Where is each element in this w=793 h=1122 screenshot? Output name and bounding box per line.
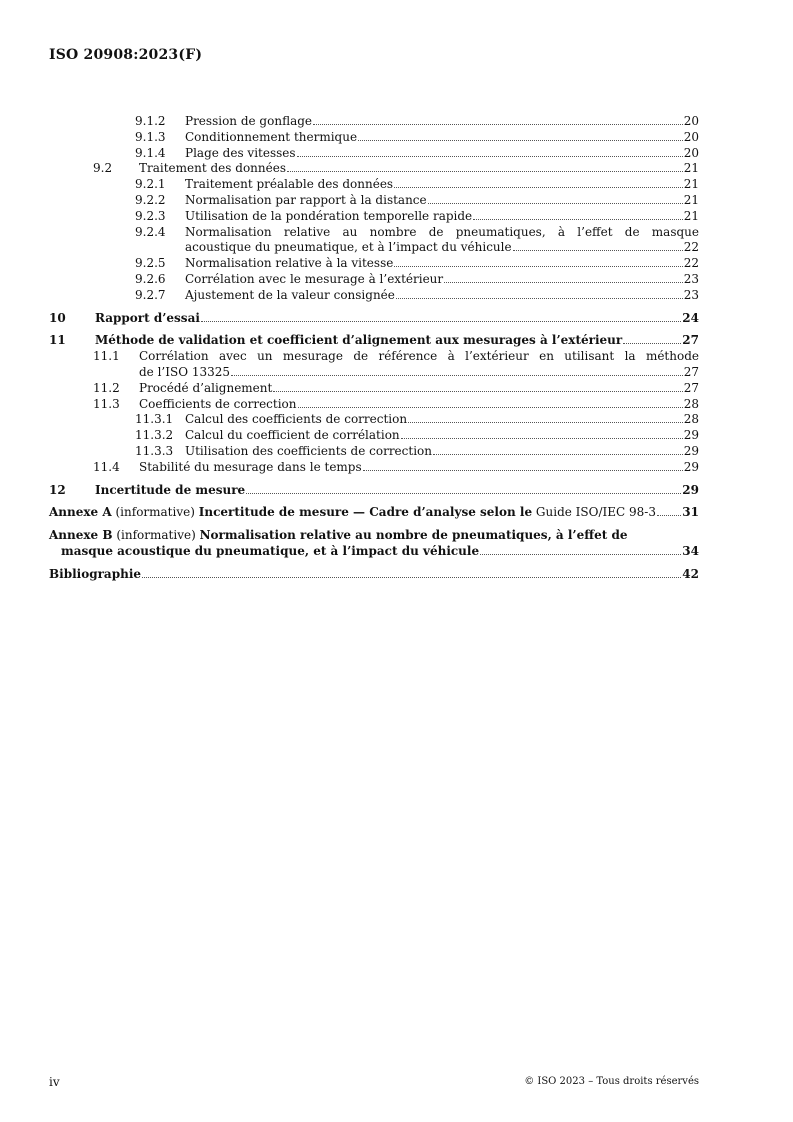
leader-dots — [433, 454, 683, 455]
toc-entry-bibliography[interactable]: Bibliographie 42 — [49, 566, 699, 581]
leader-dots — [396, 298, 683, 299]
toc-entry-9-1-4[interactable]: 9.1.4 Plage des vitesses 20 — [135, 145, 699, 160]
leader-dots — [201, 321, 681, 322]
toc-entry-9-1-3[interactable]: 9.1.3 Conditionnement thermique 20 — [135, 129, 699, 144]
toc-entry-11-1[interactable]: 11.1 Corrélation avec un mesurage de référence à l’extérieur en utilisant la méthode de l’ISO 13325 27 — [93, 349, 699, 379]
toc-entry-9-1-2[interactable]: 9.1.2 Pression de gonflage 20 — [135, 114, 699, 128]
leader-dots — [473, 219, 683, 220]
leader-dots — [657, 515, 681, 516]
leader-dots — [142, 577, 681, 578]
annex-a-suffix: Guide ISO/IEC 98-3 — [535, 505, 656, 520]
toc-entry-11-3-3[interactable]: 11.3.3 Utilisation des coefficients de correction 29 — [135, 443, 699, 458]
leader-dots — [287, 171, 683, 172]
leader-dots — [297, 156, 683, 157]
toc-entry-9-2-1[interactable]: 9.2.1 Traitement préalable des données 21 — [135, 177, 699, 192]
annex-a-label: Annexe A — [49, 505, 112, 520]
document-id: ISO 20908:2023(F) — [49, 47, 203, 63]
toc-entry-9-2[interactable]: 9.2 Traitement des données 21 — [93, 161, 699, 176]
toc-entry-9-2-3[interactable]: 9.2.3 Utilisation de la pondération temporelle rapide 21 — [135, 208, 699, 223]
toc-entry-11-3-1[interactable]: 11.3.1 Calcul des coefficients de correction 28 — [135, 412, 699, 427]
leader-dots — [408, 422, 683, 423]
leader-dots — [313, 124, 683, 125]
leader-dots — [298, 407, 683, 408]
toc-entry-9-2-2[interactable]: 9.2.2 Normalisation par rapport à la distance 21 — [135, 192, 699, 207]
leader-dots — [480, 554, 681, 555]
page-number: iv — [49, 1075, 60, 1089]
leader-dots — [428, 203, 683, 204]
toc-entry-9-2-6[interactable]: 9.2.6 Corrélation avec le mesurage à l’extérieur 23 — [135, 271, 699, 286]
annex-a-title: Incertitude de mesure — Cadre d’analyse selon le — [198, 505, 533, 520]
annex-a-kind: (informative) — [115, 505, 195, 520]
leader-dots — [231, 375, 683, 376]
leader-dots — [623, 343, 681, 344]
toc-entry-annex-b[interactable]: Annexe B (informative) Normalisation relative au nombre de pneumatiques, à l’effet de masque acoustique du pneumatique, et à l’impact du véhicule 34 — [49, 528, 699, 558]
leader-dots — [513, 250, 683, 251]
leader-dots — [444, 282, 683, 283]
leader-dots — [401, 438, 683, 439]
toc-entry-annex-a[interactable]: Annexe A (informative) Incertitude de mesure — Cadre d’analyse selon le Guide ISO/IEC 98-3 31 — [49, 505, 699, 520]
annex-b-title-line1: Normalisation relative au nombre de pneumatiques, à l’effet de — [199, 528, 628, 543]
leader-dots — [246, 493, 681, 494]
leader-dots — [358, 140, 683, 141]
toc-entry-11-4[interactable]: 11.4 Stabilité du mesurage dans le temps 29 — [93, 459, 699, 474]
toc-entry-9-2-4[interactable]: 9.2.4 Normalisation relative au nombre de pneumatiques, à l’effet de masque acoustique du pneumatique, et à l’impact du véhicule 22 — [135, 224, 699, 255]
toc-entry-11[interactable]: 11 Méthode de validation et coefficient d’alignement aux mesurages à l’extérieur 27 — [49, 333, 699, 348]
toc-entry-10[interactable]: 10 Rapport d’essai 24 — [49, 310, 699, 325]
leader-dots — [273, 391, 682, 392]
toc-entry-9-2-7[interactable]: 9.2.7 Ajustement de la valeur consignée 23 — [135, 287, 699, 302]
copyright-notice: © ISO 2023 – Tous droits réservés — [524, 1076, 699, 1087]
leader-dots — [363, 470, 683, 471]
toc-entry-11-2[interactable]: 11.2 Procédé d’alignement 27 — [93, 380, 699, 395]
toc-entry-11-3[interactable]: 11.3 Coefficients de correction 28 — [93, 396, 699, 411]
leader-dots — [394, 266, 682, 267]
toc-entry-11-3-2[interactable]: 11.3.2 Calcul du coefficient de corrélation 29 — [135, 428, 699, 443]
annex-b-kind: (informative) — [116, 528, 196, 543]
toc-entry-9-2-5[interactable]: 9.2.5 Normalisation relative à la vitesse 22 — [135, 256, 699, 271]
annex-b-title-line2: masque acoustique du pneumatique, et à l’impact du véhicule — [61, 543, 480, 558]
annex-b-label: Annexe B — [49, 528, 113, 543]
leader-dots — [394, 187, 683, 188]
table-of-contents — [49, 114, 699, 583]
toc-entry-12[interactable]: 12 Incertitude de mesure 29 — [49, 482, 699, 497]
